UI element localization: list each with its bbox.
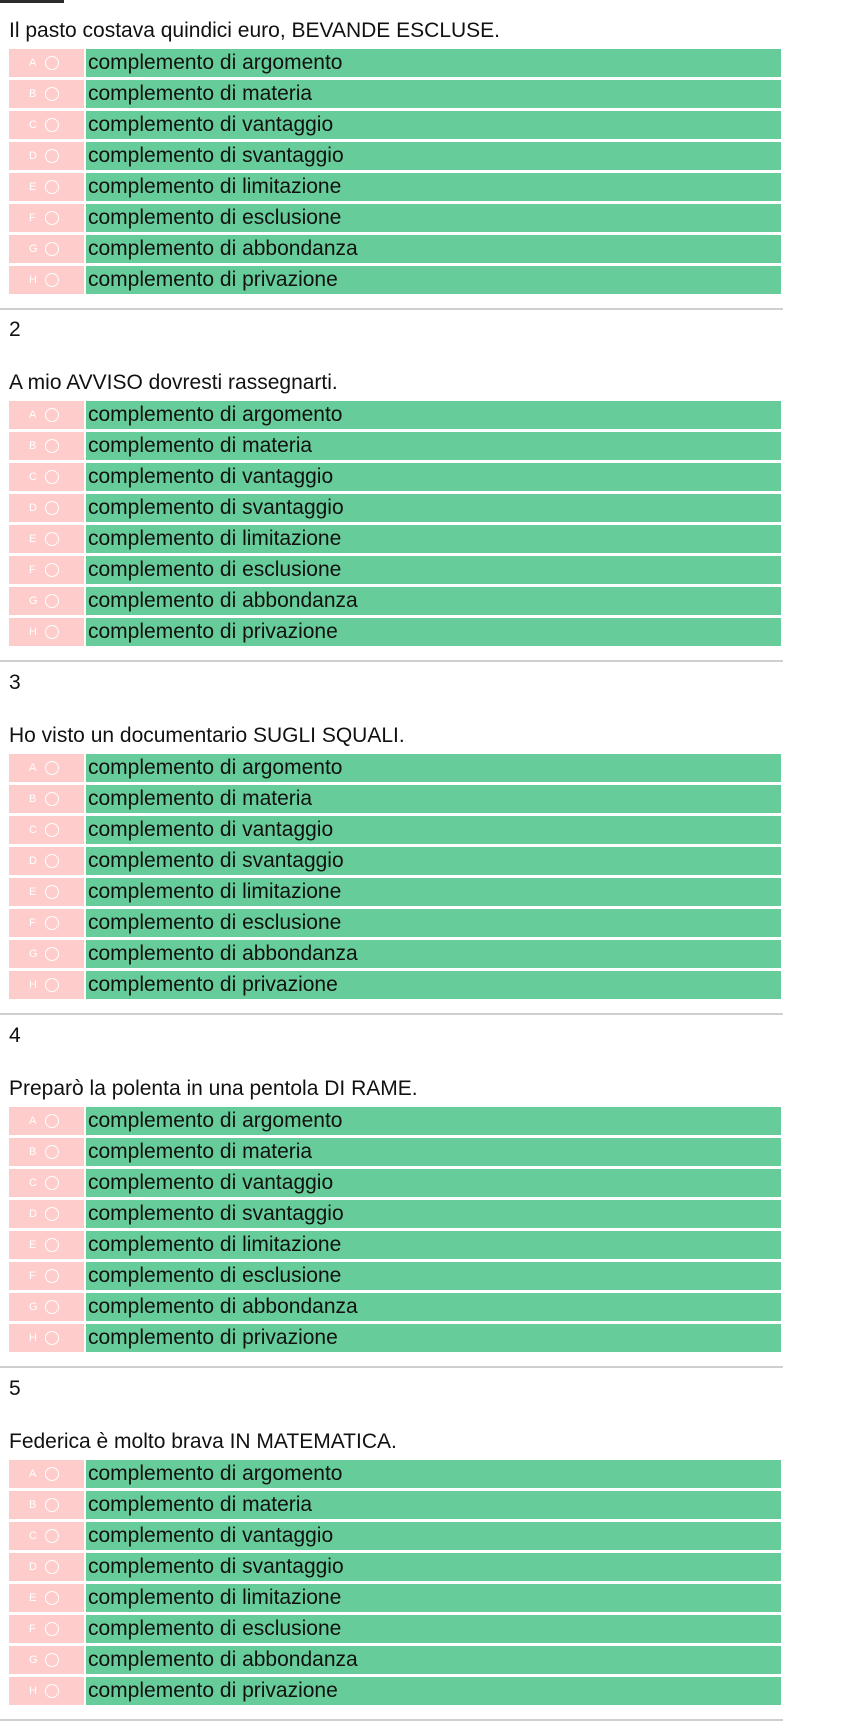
radio-button[interactable] [45,854,59,868]
option-label: complemento di vantaggio [88,1524,334,1547]
option-key-cell [9,556,84,584]
answer-options [9,401,781,649]
question-divider [0,1366,783,1368]
answer-option-b[interactable] [9,80,781,108]
option-letter: F [29,1270,36,1282]
option-label: complemento di esclusione [88,1617,342,1640]
option-label: complemento di argomento [88,756,343,779]
option-label: complemento di svantaggio [88,1555,344,1578]
option-label-cell[interactable] [86,587,781,615]
option-letter: D [29,855,37,867]
answer-option-e[interactable] [9,173,781,201]
option-letter: A [29,57,37,69]
answer-option-f[interactable] [9,1262,781,1290]
radio-button[interactable] [45,1269,59,1283]
option-label-cell[interactable] [86,1107,781,1135]
answer-option-h[interactable] [9,618,781,646]
option-letter: B [29,793,37,805]
answer-option-f[interactable] [9,1615,781,1643]
option-key-cell [9,1522,84,1550]
option-key-cell [9,204,84,232]
question-divider [0,1719,783,1721]
radio-button[interactable] [45,1145,59,1159]
option-label: complemento di abbondanza [88,1295,358,1318]
option-letter: D [29,1208,37,1220]
radio-button[interactable] [45,439,59,453]
option-letter: F [29,1623,36,1635]
answer-option-c[interactable] [9,816,781,844]
option-label: complemento di esclusione [88,558,342,581]
option-letter: F [29,917,36,929]
option-label: complemento di vantaggio [88,1171,334,1194]
option-key-cell [9,494,84,522]
option-key-cell [9,266,84,294]
option-key-cell [9,1138,84,1166]
option-key-cell [9,1677,84,1705]
option-label: complemento di privazione [88,620,338,643]
option-key-cell [9,1169,84,1197]
radio-button[interactable] [45,470,59,484]
radio-button[interactable] [45,1238,59,1252]
answer-option-b[interactable] [9,1138,781,1166]
option-letter: B [29,1499,37,1511]
option-letter: C [29,471,37,483]
option-key-cell [9,1460,84,1488]
answer-option-c[interactable] [9,1169,781,1197]
option-letter: G [29,948,38,960]
option-label: complemento di materia [88,434,313,457]
option-label-cell[interactable] [86,1553,781,1581]
radio-button[interactable] [45,978,59,992]
option-label: complemento di vantaggio [88,465,334,488]
option-key-cell [9,80,84,108]
option-label-cell[interactable] [86,1262,781,1290]
option-letter: E [29,886,37,898]
answer-option-c[interactable] [9,463,781,491]
option-label: complemento di abbondanza [88,589,358,612]
option-label: complemento di svantaggio [88,849,344,872]
option-label: complemento di privazione [88,1679,338,1702]
answer-option-b[interactable] [9,1491,781,1519]
question-text: Ho visto un documentario SUGLI SQUALI. [9,724,405,747]
question-number: 2 [9,318,21,341]
option-label-cell[interactable] [86,235,781,263]
option-label-cell[interactable] [86,1138,781,1166]
option-label: complemento di limitazione [88,1233,342,1256]
radio-button[interactable] [45,1176,59,1190]
option-letter: E [29,1239,37,1251]
option-label-cell[interactable] [86,1522,781,1550]
answer-options [9,754,781,1002]
option-key-cell [9,940,84,968]
option-letter: A [29,409,37,421]
answer-option-h[interactable] [9,1324,781,1352]
option-key-cell [9,971,84,999]
option-key-cell [9,1584,84,1612]
radio-button[interactable] [45,180,59,194]
option-letter: E [29,1592,37,1604]
answer-option-a[interactable] [9,1460,781,1488]
answer-option-g[interactable] [9,235,781,263]
radio-button[interactable] [45,408,59,422]
option-letter: E [29,533,37,545]
answer-option-g[interactable] [9,940,781,968]
option-label-cell[interactable] [86,1231,781,1259]
option-letter: A [29,1468,37,1480]
radio-button[interactable] [45,242,59,256]
radio-button[interactable] [45,1300,59,1314]
radio-button[interactable] [45,56,59,70]
option-label-cell[interactable] [86,142,781,170]
option-label: complemento di limitazione [88,527,342,550]
answer-option-a[interactable] [9,1107,781,1135]
answer-option-g[interactable] [9,587,781,615]
option-letter: C [29,1530,37,1542]
answer-option-d[interactable] [9,494,781,522]
option-letter: H [29,1332,37,1344]
option-label: complemento di abbondanza [88,942,358,965]
answer-option-e[interactable] [9,525,781,553]
option-label-cell[interactable] [86,1169,781,1197]
option-label-cell[interactable] [86,940,781,968]
answer-option-b[interactable] [9,432,781,460]
question-text: Federica è molto brava IN MATEMATICA. [9,1430,397,1453]
option-label-cell[interactable] [86,463,781,491]
option-label: complemento di limitazione [88,880,342,903]
question-divider [0,308,783,310]
option-key-cell [9,878,84,906]
option-label-cell[interactable] [86,111,781,139]
option-label: complemento di vantaggio [88,818,334,841]
option-key-cell [9,1293,84,1321]
option-key-cell [9,1107,84,1135]
radio-button[interactable] [45,594,59,608]
option-letter: H [29,626,37,638]
option-letter: H [29,1685,37,1697]
option-letter: G [29,1654,38,1666]
option-label-cell[interactable] [86,525,781,553]
radio-button[interactable] [45,885,59,899]
radio-button[interactable] [45,211,59,225]
option-letter: D [29,150,37,162]
question-divider [0,660,783,662]
answer-option-h[interactable] [9,971,781,999]
question-text: Preparò la polenta in una pentola DI RAME. [9,1077,418,1100]
option-key-cell [9,618,84,646]
option-label-cell[interactable] [86,80,781,108]
option-label: complemento di materia [88,1140,313,1163]
option-label: complemento di svantaggio [88,144,344,167]
answer-option-e[interactable] [9,878,781,906]
radio-button[interactable] [45,1114,59,1128]
option-label: complemento di materia [88,82,313,105]
option-label-cell[interactable] [86,847,781,875]
option-key-cell [9,1553,84,1581]
option-label: complemento di vantaggio [88,113,334,136]
radio-button[interactable] [45,1591,59,1605]
option-key-cell [9,785,84,813]
answer-option-c[interactable] [9,111,781,139]
option-label: complemento di limitazione [88,175,342,198]
option-label-cell[interactable] [86,1200,781,1228]
radio-button[interactable] [45,273,59,287]
option-key-cell [9,1231,84,1259]
option-letter: A [29,1115,37,1127]
option-key-cell [9,816,84,844]
option-label-cell[interactable] [86,1615,781,1643]
option-label-cell[interactable] [86,1324,781,1352]
answer-option-d[interactable] [9,1200,781,1228]
radio-button[interactable] [45,1684,59,1698]
question-divider [0,1013,783,1015]
option-letter: B [29,1146,37,1158]
option-label-cell[interactable] [86,401,781,429]
option-key-cell [9,1262,84,1290]
option-key-cell [9,525,84,553]
option-letter: C [29,1177,37,1189]
question-number: 3 [9,671,21,694]
option-label: complemento di esclusione [88,206,342,229]
option-letter: H [29,979,37,991]
option-letter: G [29,243,38,255]
option-letter: F [29,564,36,576]
option-label-cell[interactable] [86,1584,781,1612]
option-label-cell[interactable] [86,1293,781,1321]
answer-option-f[interactable] [9,556,781,584]
answer-option-g[interactable] [9,1293,781,1321]
option-label-cell[interactable] [86,785,781,813]
option-letter: B [29,88,37,100]
option-label: complemento di abbondanza [88,237,358,260]
radio-button[interactable] [45,1498,59,1512]
option-label-cell[interactable] [86,816,781,844]
option-key-cell [9,754,84,782]
option-letter: G [29,595,38,607]
answer-option-h[interactable] [9,266,781,294]
radio-button[interactable] [45,823,59,837]
radio-button[interactable] [45,118,59,132]
option-key-cell [9,1646,84,1674]
option-letter: C [29,119,37,131]
option-key-cell [9,401,84,429]
option-key-cell [9,587,84,615]
answer-option-f[interactable] [9,204,781,232]
radio-button[interactable] [45,87,59,101]
answer-option-a[interactable] [9,754,781,782]
answer-option-d[interactable] [9,142,781,170]
question-text: Il pasto costava quindici euro, BEVANDE ESCLUSE. [9,19,501,42]
option-letter: G [29,1301,38,1313]
option-label: complemento di argomento [88,403,343,426]
option-label: complemento di privazione [88,973,338,996]
radio-button[interactable] [45,563,59,577]
option-label-cell[interactable] [86,266,781,294]
option-key-cell [9,49,84,77]
answer-option-a[interactable] [9,401,781,429]
option-key-cell [9,847,84,875]
option-label-cell[interactable] [86,556,781,584]
answer-option-e[interactable] [9,1584,781,1612]
option-label-cell[interactable] [86,971,781,999]
option-key-cell [9,463,84,491]
radio-button[interactable] [45,1653,59,1667]
option-key-cell [9,1615,84,1643]
radio-button[interactable] [45,625,59,639]
option-key-cell [9,1491,84,1519]
option-label-cell[interactable] [86,494,781,522]
option-key-cell [9,909,84,937]
top-edge-bar [0,0,64,3]
answer-options [9,1460,781,1708]
option-label-cell[interactable] [86,173,781,201]
radio-button[interactable] [45,947,59,961]
answer-option-b[interactable] [9,785,781,813]
option-key-cell [9,1200,84,1228]
option-label: complemento di esclusione [88,911,342,934]
radio-button[interactable] [45,1529,59,1543]
answer-option-a[interactable] [9,49,781,77]
option-label: complemento di privazione [88,268,338,291]
option-label: complemento di limitazione [88,1586,342,1609]
radio-button[interactable] [45,501,59,515]
radio-button[interactable] [45,1467,59,1481]
option-label: complemento di privazione [88,1326,338,1349]
answer-options [9,1107,781,1355]
radio-button[interactable] [45,1331,59,1345]
option-letter: B [29,440,37,452]
question-number: 5 [9,1377,21,1400]
answer-option-g[interactable] [9,1646,781,1674]
option-label: complemento di svantaggio [88,1202,344,1225]
option-letter: H [29,274,37,286]
option-letter: F [29,212,36,224]
radio-button[interactable] [45,916,59,930]
radio-button[interactable] [45,149,59,163]
option-label-cell[interactable] [86,1460,781,1488]
option-key-cell [9,142,84,170]
question-text: A mio AVVISO dovresti rassegnarti. [9,371,338,394]
option-letter: D [29,502,37,514]
option-label-cell[interactable] [86,878,781,906]
answer-option-f[interactable] [9,909,781,937]
option-key-cell [9,1324,84,1352]
option-letter: C [29,824,37,836]
option-label-cell[interactable] [86,1677,781,1705]
option-label-cell[interactable] [86,204,781,232]
option-label: complemento di svantaggio [88,496,344,519]
answer-option-d[interactable] [9,1553,781,1581]
option-label-cell[interactable] [86,909,781,937]
option-letter: D [29,1561,37,1573]
option-label-cell[interactable] [86,49,781,77]
option-letter: A [29,762,37,774]
option-label-cell[interactable] [86,618,781,646]
option-key-cell [9,432,84,460]
radio-button[interactable] [45,761,59,775]
option-label: complemento di argomento [88,1109,343,1132]
radio-button[interactable] [45,1622,59,1636]
answer-options [9,49,781,297]
option-label: complemento di abbondanza [88,1648,358,1671]
option-label: complemento di materia [88,1493,313,1516]
option-key-cell [9,235,84,263]
option-label: complemento di esclusione [88,1264,342,1287]
option-label: complemento di argomento [88,51,343,74]
radio-button[interactable] [45,1207,59,1221]
answer-option-c[interactable] [9,1522,781,1550]
option-label: complemento di argomento [88,1462,343,1485]
option-label: complemento di materia [88,787,313,810]
radio-button[interactable] [45,532,59,546]
option-label-cell[interactable] [86,1646,781,1674]
radio-button[interactable] [45,1560,59,1574]
answer-option-d[interactable] [9,847,781,875]
option-key-cell [9,173,84,201]
option-label-cell[interactable] [86,432,781,460]
option-letter: E [29,181,37,193]
option-label-cell[interactable] [86,754,781,782]
answer-option-e[interactable] [9,1231,781,1259]
option-label-cell[interactable] [86,1491,781,1519]
answer-option-h[interactable] [9,1677,781,1705]
option-key-cell [9,111,84,139]
question-number: 4 [9,1024,21,1047]
radio-button[interactable] [45,792,59,806]
